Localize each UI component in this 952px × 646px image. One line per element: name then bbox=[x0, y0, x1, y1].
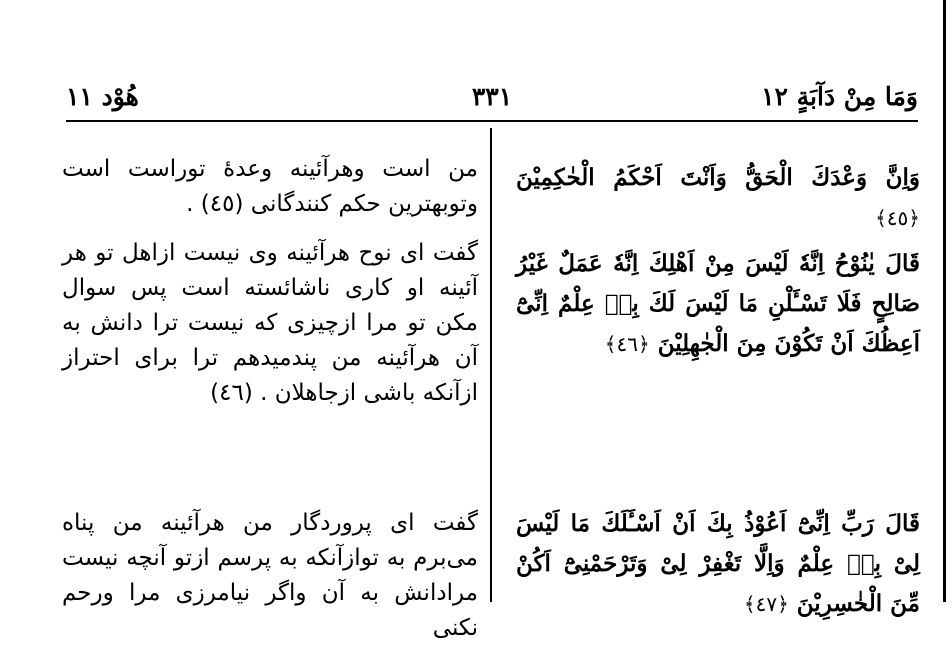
ayah-46-text: قَالَ يٰنُوْحُ اِنَّهٗ لَيْسَ مِنْ اَهْلِكَ اِنَّهٗ عَمَلٌ غَيْرُ صَالِحٍ فَلَا تَسْـَٔلْنِ مَا لَيْسَ لَكَ بِهٖ عِلْمٌ اِنِّىْٓ اَعِظُكَ اَنْ تَكُوْنَ مِنَ الْجٰهِلِيْنَ bbox=[516, 250, 920, 357]
ayah-46 bbox=[516, 244, 920, 364]
header-page-number: ٣٣١ bbox=[471, 81, 513, 111]
header-rule bbox=[66, 120, 918, 122]
ayah-47-number: ﴿٤٧﴾ bbox=[743, 592, 789, 616]
ayah-47 bbox=[516, 504, 920, 624]
ayah-47-text: قَالَ رَبِّ اِنِّىْٓ اَعُوْذُ بِكَ اَنْ اَسْـَٔلَكَ مَا لَيْسَ لِىْ بِهٖ عِلْمٌ وَاِلَّا تَغْفِرْ لِىْ وَتَرْحَمْنِىْٓ اَكُنْ مِّنَ الْخٰسِرِيْنَ bbox=[516, 510, 920, 617]
translation-45: من است وهرآئينه وعدهٔ توراست است وتوبهترين حكم كنندگانى (٤٥) . bbox=[62, 156, 478, 217]
ayah-45-number: ﴿٤٥﴾ bbox=[875, 206, 920, 230]
page-edge-line bbox=[943, 0, 946, 602]
header-surah-name: هُوْد ١١ bbox=[66, 81, 139, 111]
header-surah-juz: وَمَا مِنْ دَآبَةٍ ١٢ bbox=[761, 81, 918, 111]
ayah-45 bbox=[516, 158, 920, 238]
page-header bbox=[66, 78, 918, 114]
translation-47: گفت اى پروردگار من هرآئينه من پناه مى‌برم به توازآنكه به پرسم ازتو آنچه نيست مرادانش به آن واگر نيامرزى مرا ورحم نكنى bbox=[62, 510, 478, 641]
ayah-46-number: ﴿٤٦﴾ bbox=[604, 332, 650, 356]
column-divider bbox=[490, 128, 492, 602]
ayah-45-text: وَاِنَّ وَعْدَكَ الْحَقُّ وَاَنْتَ اَحْكَمُ الْحٰكِمِيْنَ bbox=[516, 164, 920, 191]
translation-46: گفت اى نوح هرآئينه وى نيست ازاهل تو هر آئينه او كارى ناشائسته است پس سوال مكن تو مرا ازچيزى كه نيست ترا دانش به آن هرآئينه من پندميدهم ترا براى احتراز ازآنكه باشى ازجاهلان . (٤٦) bbox=[62, 240, 478, 406]
